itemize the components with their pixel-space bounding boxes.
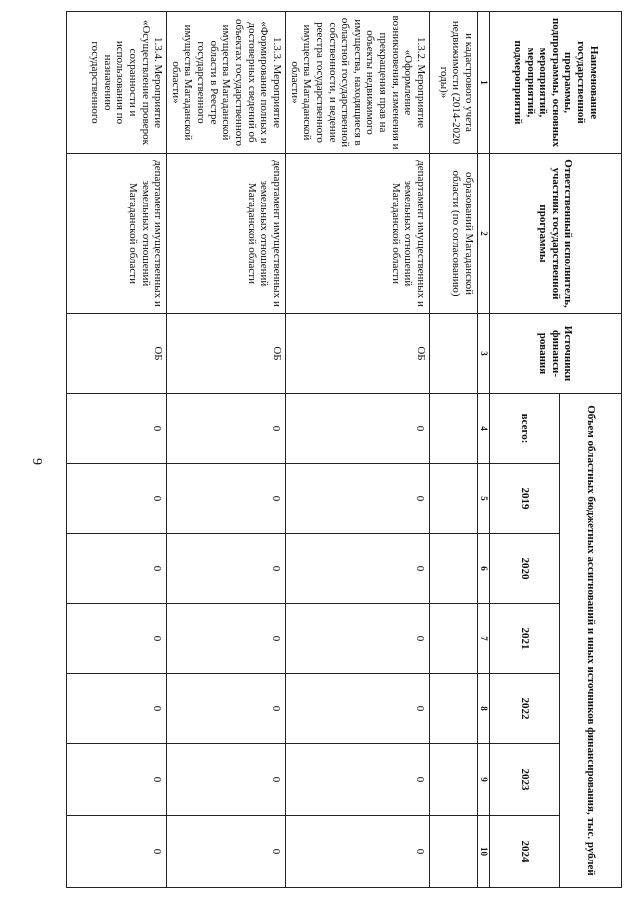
row-value: 0 — [67, 394, 167, 464]
column-number: 8 — [478, 674, 490, 744]
header-col2: Ответственный исполнитель, участник государственной программы — [490, 154, 622, 314]
row-value — [430, 744, 478, 816]
row-value — [430, 674, 478, 744]
row-value: 0 — [167, 464, 286, 534]
header-year: 2024 — [490, 816, 560, 888]
row-value: 0 — [285, 534, 429, 604]
row-value — [430, 464, 478, 534]
row-source: ОБ — [67, 314, 167, 394]
row-source — [430, 314, 478, 394]
column-number: 2 — [478, 154, 490, 314]
row-name: 1.3.4. Мероприятие «Осуществление проверок сохранности и использования по назначению государственного — [67, 12, 167, 154]
row-name: 1.3.3. Мероприятие «Формирование полных и достоверных сведений об объектах государственного имущества Магаданской области в Реестре государственного имущества Магаданской области» — [167, 12, 286, 154]
column-number: 3 — [478, 314, 490, 394]
row-value: 0 — [167, 394, 286, 464]
row-value: 0 — [67, 604, 167, 674]
row-value — [430, 534, 478, 604]
table-row — [167, 12, 286, 888]
header-total: всего: — [490, 394, 560, 464]
header-year: 2019 — [490, 464, 560, 534]
row-executor: департамент имущественных и земельных отношений Магаданской области — [167, 154, 286, 314]
row-value: 0 — [67, 534, 167, 604]
row-name: и кадастрового учета недвижимости (2014-2020 годы)» — [430, 12, 478, 154]
table-row — [430, 12, 478, 888]
row-value — [430, 816, 478, 888]
header-year: 2021 — [490, 604, 560, 674]
row-executor: образований Магаданской области (по согласованию) — [430, 154, 478, 314]
row-executor: департамент имущественных и земельных отношений Магаданской области — [285, 154, 429, 314]
row-value: 0 — [67, 674, 167, 744]
row-value: 0 — [167, 816, 286, 888]
row-value — [430, 604, 478, 674]
row-source: ОБ — [167, 314, 286, 394]
header-year: 2023 — [490, 744, 560, 816]
row-value: 0 — [285, 816, 429, 888]
row-value: 0 — [285, 394, 429, 464]
table-row — [285, 12, 429, 888]
column-number: 9 — [478, 744, 490, 816]
table-row — [67, 12, 167, 888]
row-value: 0 — [67, 816, 167, 888]
row-value: 0 — [285, 464, 429, 534]
row-value: 0 — [167, 604, 286, 674]
header-col1: Наименование государственной программы, подпрограммы, основных мероприятий, мероприятий, подмероприятий — [490, 12, 622, 154]
column-number: 10 — [478, 816, 490, 888]
row-value: 0 — [67, 744, 167, 816]
row-value: 0 — [167, 674, 286, 744]
row-value: 0 — [167, 744, 286, 816]
row-value: 0 — [285, 604, 429, 674]
column-number: 7 — [478, 604, 490, 674]
row-executor: департамент имущественных и земельных отношений Магаданской области — [67, 154, 167, 314]
rotated-page — [63, 11, 622, 887]
header-year: 2022 — [490, 674, 560, 744]
column-number: 1 — [478, 12, 490, 154]
row-value: 0 — [67, 464, 167, 534]
header-group: Объем областных бюджетных ассигнований и иных источников финансирования, тыс. рублей — [560, 394, 622, 888]
column-number: 4 — [478, 394, 490, 464]
column-number: 6 — [478, 534, 490, 604]
header-year: 2020 — [490, 534, 560, 604]
row-value: 0 — [285, 674, 429, 744]
row-value: 0 — [285, 744, 429, 816]
row-name: 1.3.2. Мероприятие «Оформление возникновения, изменения и прекращения прав на объекты недвижимого имущества, находящиеся в областной государственной собственности, и ведение реестра государственного имущества Магаданской области» — [285, 12, 429, 154]
row-value: 0 — [167, 534, 286, 604]
page-number: 9 — [29, 458, 44, 465]
row-source: ОБ — [285, 314, 429, 394]
program-table — [66, 11, 622, 888]
column-number: 5 — [478, 464, 490, 534]
row-value — [430, 394, 478, 464]
header-col3: Источники финанси-рования — [490, 314, 622, 394]
